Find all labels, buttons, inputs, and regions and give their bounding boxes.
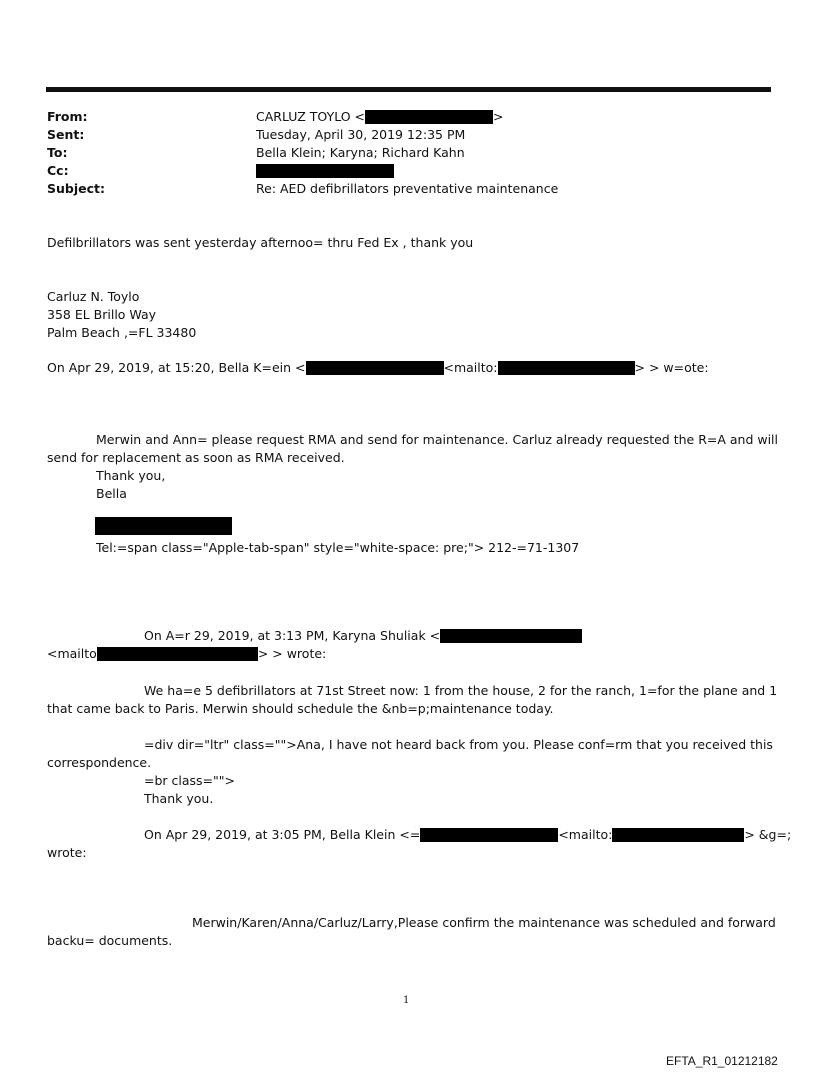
- para4-line-2: backu= documents.: [47, 933, 173, 948]
- quote1-post: > > w=ote:: [634, 360, 709, 375]
- para1-thanks: Thank you,: [96, 468, 166, 483]
- para2-line-1: We ha=e 5 defibrillators at 71st Street now: 1 from the house, 2 for the ranch, 1=for the plane and 1: [144, 683, 778, 698]
- from-close: >: [493, 109, 504, 124]
- from-name: CARLUZ TOYLO <: [256, 109, 366, 124]
- redaction-block: [306, 361, 444, 375]
- para1-sign: Bella: [96, 486, 127, 501]
- quote1-pre: On Apr 29, 2019, at 15:20, Bella K=ein <: [47, 360, 306, 375]
- redaction-block: [97, 647, 258, 661]
- quote2-pre: On A=r 29, 2019, at 3:13 PM, Karyna Shuliak <: [144, 628, 441, 643]
- quote1-mailto: <mailto:: [443, 360, 498, 375]
- quote3-pre: On Apr 29, 2019, at 3:05 PM, Bella Klein <=: [144, 827, 421, 842]
- signature-redaction: [95, 517, 232, 535]
- para1-line-1: Merwin and Ann= please request RMA and send for maintenance. Carluz already requested the R=A and will: [96, 432, 779, 447]
- quote-header-2-cont: [47, 645, 326, 663]
- quote3-post: > &g=;: [744, 827, 792, 842]
- signature-name: Carluz N. Toylo: [47, 289, 140, 304]
- redaction-block: [440, 629, 582, 643]
- from-value: [256, 108, 504, 126]
- page-number: 1: [403, 995, 410, 1006]
- para1-line-2: send for replacement as soon as RMA received.: [47, 450, 345, 465]
- to-label: To:: [47, 145, 68, 160]
- redaction-block: [420, 828, 558, 842]
- para3-line-2: correspondence.: [47, 755, 152, 770]
- body-line-1: Defilbrillators was sent yesterday afternoo= thru Fed Ex , thank you: [47, 235, 474, 250]
- para3-line-1: =div dir="ltr" class="">Ana, I have not heard back from you. Please conf=rm that you received this: [144, 737, 773, 752]
- quote-header-3: [144, 826, 791, 844]
- cc-redaction: [256, 164, 394, 178]
- para4-line-1: Merwin/Karen/Anna/Carluz/Larry,Please confirm the maintenance was scheduled and forward: [192, 915, 776, 930]
- para2-line-2: that came back to Paris. Merwin should schedule the &nb=p;maintenance today.: [47, 701, 554, 716]
- quote-header-3-wrote: wrote:: [47, 845, 87, 860]
- redaction-block: [365, 110, 493, 124]
- from-label: From:: [47, 109, 88, 124]
- quote-header-1: [47, 359, 709, 377]
- quote2-mailto: <mailto: [47, 646, 97, 661]
- quote-header-2: [144, 627, 582, 645]
- quote2-post: > > wrote:: [257, 646, 327, 661]
- quote3-mailto: <mailto:: [558, 827, 613, 842]
- sent-value: Tuesday, April 30, 2019 12:35 PM: [256, 127, 466, 142]
- signature-address-2: Palm Beach ,=FL 33480: [47, 325, 197, 340]
- subject-label: Subject:: [47, 181, 105, 196]
- to-value: Bella Klein; Karyna; Richard Kahn: [256, 145, 465, 160]
- para3-thanks: Thank you.: [144, 791, 214, 806]
- para3-br: =br class="">: [144, 773, 235, 788]
- tel-line: Tel:=span class="Apple-tab-span" style="white-space: pre;"> 212-=71-1307: [96, 540, 580, 555]
- signature-address-1: 358 EL Brillo Way: [47, 307, 157, 322]
- cc-label: Cc:: [47, 163, 69, 178]
- sent-label: Sent:: [47, 127, 85, 142]
- subject-value: Re: AED defibrillators preventative maintenance: [256, 181, 559, 196]
- redaction-block: [498, 361, 635, 375]
- document-id-footer: EFTA_R1_01212182: [666, 1054, 778, 1068]
- redaction-block: [612, 828, 744, 842]
- header-rule: [46, 87, 771, 92]
